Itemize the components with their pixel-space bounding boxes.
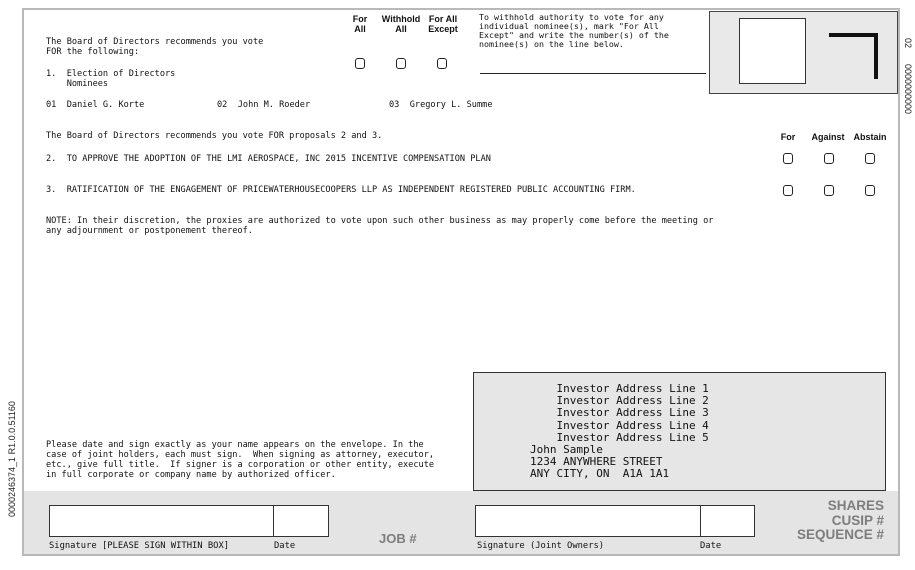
for-header: For bbox=[780, 132, 796, 142]
date-label: Date bbox=[274, 541, 296, 551]
nominee-01: 01 Daniel G. Korte bbox=[46, 100, 145, 110]
proposal-2-against-checkbox[interactable] bbox=[824, 153, 834, 164]
cusip-label: CUSIP # bbox=[831, 512, 884, 528]
joint-date-label: Date bbox=[700, 541, 722, 551]
nominee-02: 02 John M. Roeder bbox=[217, 100, 311, 110]
document-id-code: 0000246374_1 R1.0.0.51160 bbox=[7, 401, 17, 517]
withhold-instructions: To withhold authority to vote for any individual nominee(s), mark "For All Except" and write the number(s) of the nominee(s) on the line below. bbox=[479, 12, 669, 49]
signing-instructions: Please date and sign exactly as your name appears on the envelope. In the case of joint holders, each must sign. When signing as attorney, executor, etc., give full title. If signer is a corporation or other entity, execute in full corporate or company name by authorized officer. bbox=[46, 440, 435, 480]
for-all-except-checkbox[interactable] bbox=[437, 58, 447, 69]
except-nominee-number-line[interactable] bbox=[480, 73, 706, 74]
for-all-except-header: For All Except bbox=[428, 14, 458, 34]
date-box[interactable] bbox=[273, 505, 329, 537]
signature-label: Signature [PLEASE SIGN WITHIN BOX] bbox=[49, 541, 230, 551]
signature-box[interactable] bbox=[49, 505, 275, 537]
withhold-all-checkbox[interactable] bbox=[396, 58, 406, 69]
for-all-header: For All bbox=[352, 14, 368, 34]
corner-mark-icon bbox=[828, 33, 880, 81]
shares-label: SHARES bbox=[827, 498, 884, 513]
nominee-03: 03 Gregory L. Summe bbox=[389, 100, 493, 110]
page-code: 02 bbox=[903, 38, 913, 49]
investor-address: Investor Address Line 1 Investor Address Line 2 Investor Address Line 3 Investor Address Line 4 Investor Address Line 5 John Sample 1234 ANYWHERE STREET ANY CITY, ON A1A 1A1 bbox=[530, 382, 709, 481]
proposal-3-for-checkbox[interactable] bbox=[783, 185, 793, 196]
against-header: Against bbox=[811, 132, 845, 142]
logo-placeholder bbox=[739, 18, 806, 84]
shares-cusip-sequence bbox=[770, 499, 884, 543]
board-recommendation-directors: The Board of Directors recommends you vote FOR the following: bbox=[46, 37, 264, 57]
withhold-all-header: Withhold All bbox=[381, 14, 421, 34]
joint-signature-box[interactable] bbox=[475, 505, 702, 537]
control-number-code: 0000000000 bbox=[903, 64, 913, 115]
abstain-header: Abstain bbox=[853, 132, 887, 142]
board-recommendation-proposals: The Board of Directors recommends you vote FOR proposals 2 and 3. bbox=[46, 131, 383, 141]
sequence-label: SEQUENCE # bbox=[796, 527, 884, 542]
for-all-checkbox[interactable] bbox=[355, 58, 365, 69]
proposal-3-against-checkbox[interactable] bbox=[824, 185, 834, 196]
investor-address-box bbox=[473, 372, 886, 491]
joint-date-box[interactable] bbox=[700, 505, 755, 537]
logo-area bbox=[709, 11, 898, 94]
election-of-directors-heading: 1. Election of Directors Nominees bbox=[46, 69, 176, 89]
proposal-2-for-checkbox[interactable] bbox=[783, 153, 793, 164]
job-number-label: JOB # bbox=[379, 531, 417, 546]
proposal-2-text: 2. TO APPROVE THE ADOPTION OF THE LMI AEROSPACE, INC 2015 INCENTIVE COMPENSATION PLAN bbox=[46, 154, 491, 164]
proposal-2-abstain-checkbox[interactable] bbox=[865, 153, 875, 164]
joint-signature-label: Signature (Joint Owners) bbox=[477, 541, 605, 551]
proposal-3-abstain-checkbox[interactable] bbox=[865, 185, 875, 196]
proposal-3-text: 3. RATIFICATION OF THE ENGAGEMENT OF PRICEWATERHOUSECOOPERS LLP AS INDEPENDENT REGISTERED PUBLIC ACCOUNTING FIRM. bbox=[46, 185, 636, 195]
note-text: NOTE: In their discretion, the proxies are authorized to vote upon such other business as may properly come before the meeting or any adjournment or postponement thereof. bbox=[46, 216, 714, 236]
